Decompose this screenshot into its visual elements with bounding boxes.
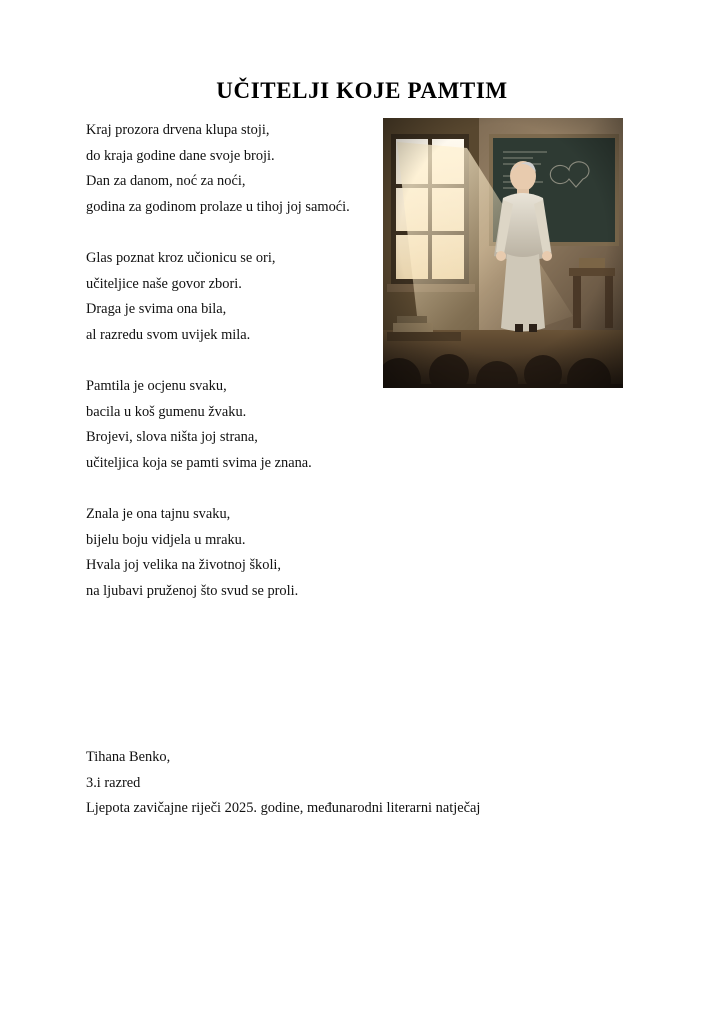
- poem-line: Hvala joj velika na životnoj školi,: [86, 557, 282, 573]
- contest-info: Ljepota zavičajne riječi 2025. godine, međunarodni literarni natječaj: [86, 800, 481, 816]
- poem-stanza: [86, 374, 376, 476]
- poem-line: Znala je ona tajnu svaku,: [86, 506, 231, 522]
- poem-line: učiteljica koja se pamti svima je znana.: [86, 454, 312, 471]
- poem-line: Glas poznat kroz učionicu se ori,: [86, 250, 276, 266]
- classroom-teacher-photo: [383, 118, 623, 388]
- poem-line: Draga je svima ona bila,: [86, 301, 227, 317]
- poem-line: godina za godinom prolaze u tihoj joj samoći.: [86, 198, 350, 215]
- poem-line: Kraj prozora drvena klupa stoji,: [86, 122, 270, 138]
- author-class: 3.i razred: [86, 774, 141, 791]
- poem-line: učiteljice naše govor zbori.: [86, 275, 242, 292]
- poem-line: bijelu boju vidjela u mraku.: [86, 531, 246, 548]
- poem-stanza: [86, 502, 376, 604]
- author-name: Tihana Benko,: [86, 749, 171, 765]
- poem-line: na ljubavi pruženoj što svud se proli.: [86, 582, 299, 599]
- poem-line: do kraja godine dane svoje broji.: [86, 147, 275, 164]
- poem-line: Brojevi, slova ništa joj strana,: [86, 429, 258, 445]
- poem-line: bacila u koš gumenu žvaku.: [86, 403, 247, 420]
- poem-line: Dan za danom, noć za noći,: [86, 173, 246, 189]
- poem-line: al razredu svom uvijek mila.: [86, 326, 251, 343]
- page-title: UČITELJI KOJE PAMTIM: [216, 78, 508, 103]
- author-signature: [86, 745, 646, 822]
- poem-stanza: [86, 246, 376, 348]
- poem-stanza: [86, 118, 376, 220]
- poem-line: Pamtila je ocjenu svaku,: [86, 378, 227, 394]
- poem-body: [86, 118, 376, 630]
